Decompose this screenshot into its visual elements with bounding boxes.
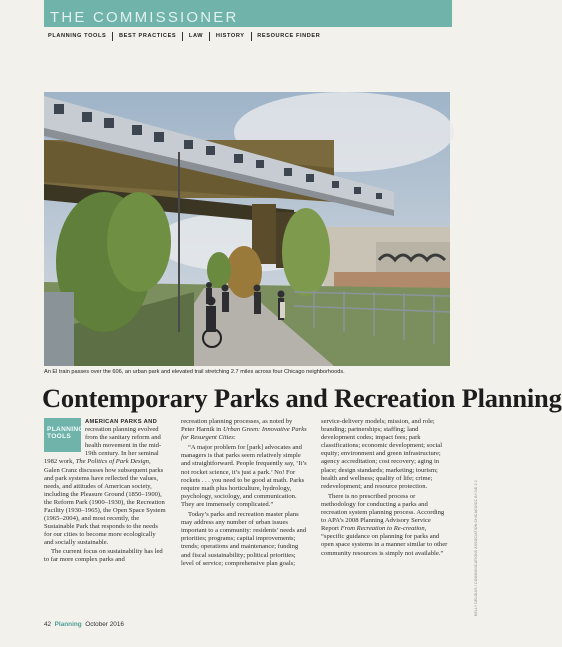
photo-credit-text: KELLY DELOUIS / COMMUNICATIONS ASSOCIATION CHICAGO/CC BY-ND 2.0	[474, 480, 478, 617]
photo-caption: An El train passes over the 606, an urban park and elevated trail stretching 2.7 miles across four Chicago neighborhoods.	[44, 369, 345, 375]
paragraph-text: Today’s parks and recreation master plans may address any number of urban issues important to a community: residents’ needs and priorities; programs; capital improvements; trends; operations and maintenance; funding and fiscal sustainability; political priorities; level of service; comprehensive plan goals;	[181, 511, 307, 567]
nav-item-resource-finder: RESOURCE FINDER	[257, 33, 321, 39]
block-quote: “A major problem for [park] advocates and managers is that parks seem relatively simple and straightforward. People frequently say, ‘It’s not rocket science, it’s just a park.’ No! For rockets . . . you need to be good at math. Parks require math plus horticulture, hydrology, psychology, sociology, and communication. They are immensely complicated.”	[181, 444, 307, 508]
article-photo	[44, 92, 450, 366]
report-title: From Recreation to Re-creation	[340, 525, 425, 533]
paragraph-text: :	[233, 434, 236, 442]
section-tag	[44, 418, 84, 452]
section-nav	[48, 30, 326, 42]
paragraph-text: , Galen Cranz discusses how subsequent parks and park systems have reflected the values, needs, and attitudes of American society, including the Pleasure Ground (1850–1900), the Reform Park (1900–1930), the Recreation Facility (1930–1965), the Open Space System (1965–2004), and most recently, the Sustainable Park that responds to the needs for our cities to become more ecologically and socially sustainable.	[44, 458, 166, 547]
nav-item-history: HISTORY	[215, 33, 245, 39]
magazine-name: Planning	[54, 621, 82, 628]
article-column-2	[181, 418, 307, 568]
nav-item-law: LAW	[188, 33, 204, 39]
lead-in-text: AMERICAN PARKS AND	[85, 419, 158, 425]
issue-date: October 2016	[85, 621, 124, 628]
paragraph-text: recreation planning processes, as noted by Peter Harnik in	[181, 418, 293, 434]
section-title: THE COMMISSIONER	[50, 9, 239, 26]
page-footer	[44, 621, 124, 628]
header-banner	[44, 0, 452, 27]
article-column-3	[321, 418, 448, 558]
book-title: Urban Green: Innovative Parks for Resurgent Cities	[181, 426, 307, 442]
paragraph-text: service-delivery models; mission, and role; branding; partnerships; staffing; land development codes; impact fees; park classifications; economic development; social equity; environment and green infrastructure; agency accreditation; cost recovery; aging in place; design standards; marketing; tourism; health and wellness; quality of life; crime; redevelopment; and resource protection.	[321, 418, 443, 490]
section-tag-line-1: PLANNING	[47, 426, 84, 433]
article-column-1	[44, 418, 166, 564]
page-number: 42	[44, 621, 52, 628]
paragraph-text: , “specific guidance on planning for parks and open space systems in a manner similar to other community resources is simply not available.”	[321, 525, 448, 557]
nav-item-best-practices: BEST PRACTICES	[119, 33, 177, 39]
paragraph-text: recreation planning evolved from the sanitary reform and health movement in the mid-19th century. In her seminal 1982 work,	[44, 426, 162, 466]
photo-credit	[472, 470, 480, 630]
article-headline: Contemporary Parks and Recreation Planning	[42, 383, 562, 413]
paragraph-text: There is no prescribed process or methodology for conducting a parks and recreation system planning process. According to APA’s 2008 Planning Advisory Service Report	[321, 492, 445, 533]
nav-item-planning-tools: PLANNING TOOLS	[48, 33, 107, 39]
paragraph-text: The current focus on sustainability has led to far more complex parks and	[44, 547, 163, 563]
train-park-photo	[44, 92, 450, 366]
book-title: The Politics of Park Design	[75, 458, 149, 466]
section-tag-line-2: TOOLS	[47, 433, 72, 441]
